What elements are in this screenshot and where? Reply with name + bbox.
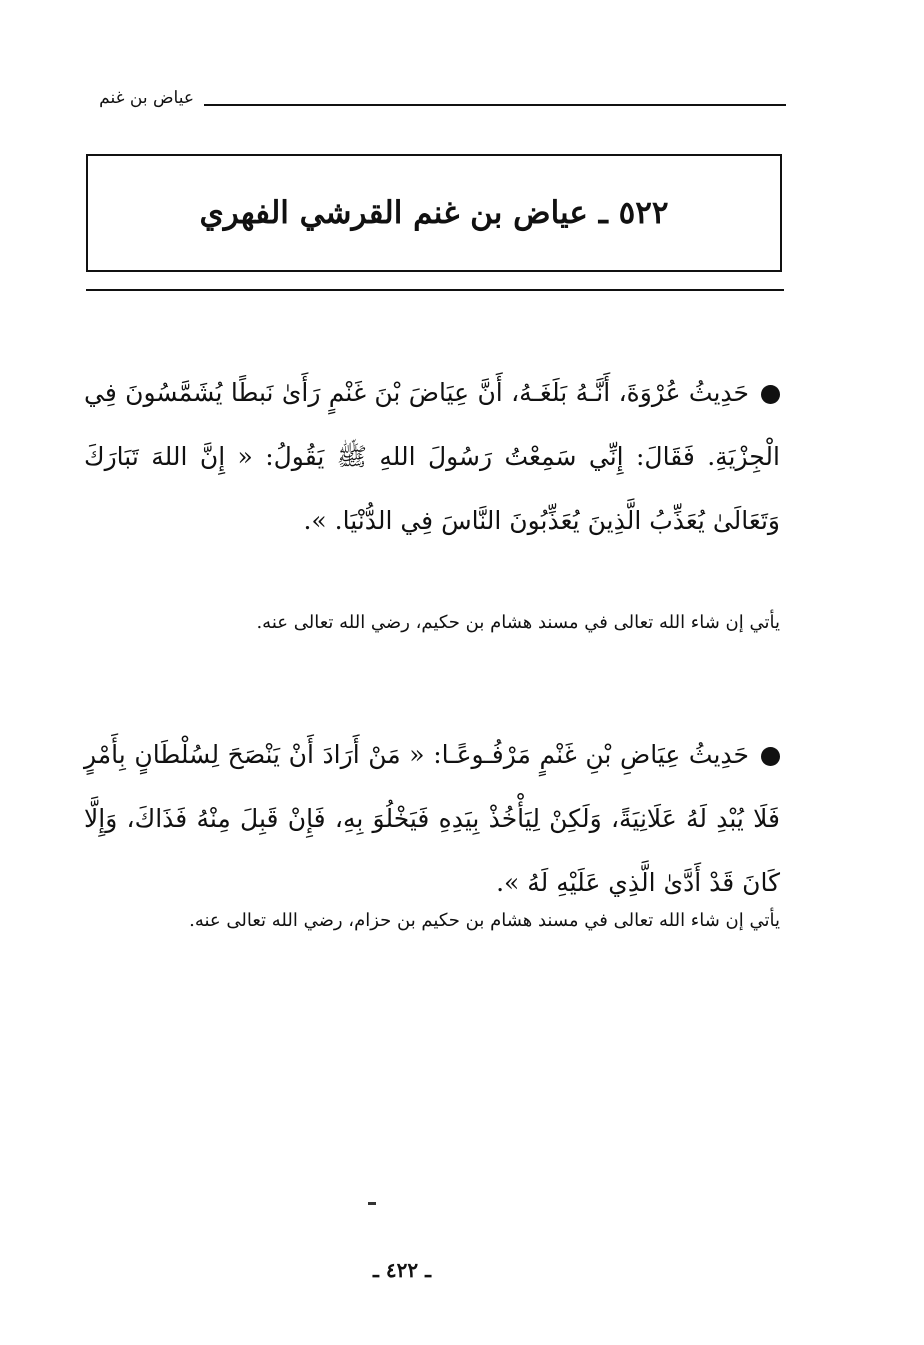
running-header-title: عياض بن غنم xyxy=(99,88,194,108)
section-title-box xyxy=(86,154,782,272)
hadith-entry xyxy=(84,361,780,553)
page-number: ـ ٤٢٢ ـ xyxy=(373,1258,431,1282)
hadith-note: يأتي إن شاء الله تعالى في مسند هشام بن حكيم، رضي الله تعالى عنه. xyxy=(256,612,780,633)
running-header xyxy=(84,86,786,122)
hadith-text: حَدِيثُ عِيَاضِ بْنِ غَنْمٍ مَرْفُـوعًـا: « مَنْ أَرَادَ أَنْ يَنْصَحَ لِسُلْطَانٍ بِأَمْرٍ فَلَا يُبْدِ لَهُ عَلَانِيَةً، وَلَكِنْ لِيَأْخُذْ بِيَدِهِ فَيَخْلُوَ بِهِ، فَإِنْ قَبِلَ مِنْهُ فَذَاكَ، وَإِلَّا كَانَ قَدْ أَدَّىٰ الَّذِي عَلَيْهِ لَهُ ». xyxy=(84,740,780,897)
section-title: ٥٢٢ ـ عياض بن غنم القرشي الفهري xyxy=(199,195,669,231)
stray-mark xyxy=(368,1202,376,1205)
bullet-icon xyxy=(761,747,780,766)
hadith-note: يأتي إن شاء الله تعالى في مسند هشام بن حكيم بن حزام، رضي الله تعالى عنه. xyxy=(189,910,780,931)
hadith-entry xyxy=(84,723,780,915)
hadith-text: حَدِيثُ عُرْوَةَ، أَنَّـهُ بَلَغَـهُ، أَنَّ عِيَاضَ بْنَ غَنْمٍ رَأَىٰ نَبطًا يُشَمَّسُونَ فِي الْجِزْيَةِ. فَقَالَ: إِنِّي سَمِعْتُ رَسُولَ اللهِ ﷺ يَقُولُ: « إِنَّ اللهَ تَبَارَكَ وَتَعَالَىٰ يُعَذِّبُ الَّذِينَ يُعَذِّبُونَ النَّاسَ فِي الدُّنْيَا. ». xyxy=(84,378,780,535)
running-header-rule xyxy=(204,104,786,106)
bullet-icon xyxy=(761,385,780,404)
section-divider xyxy=(86,289,784,291)
